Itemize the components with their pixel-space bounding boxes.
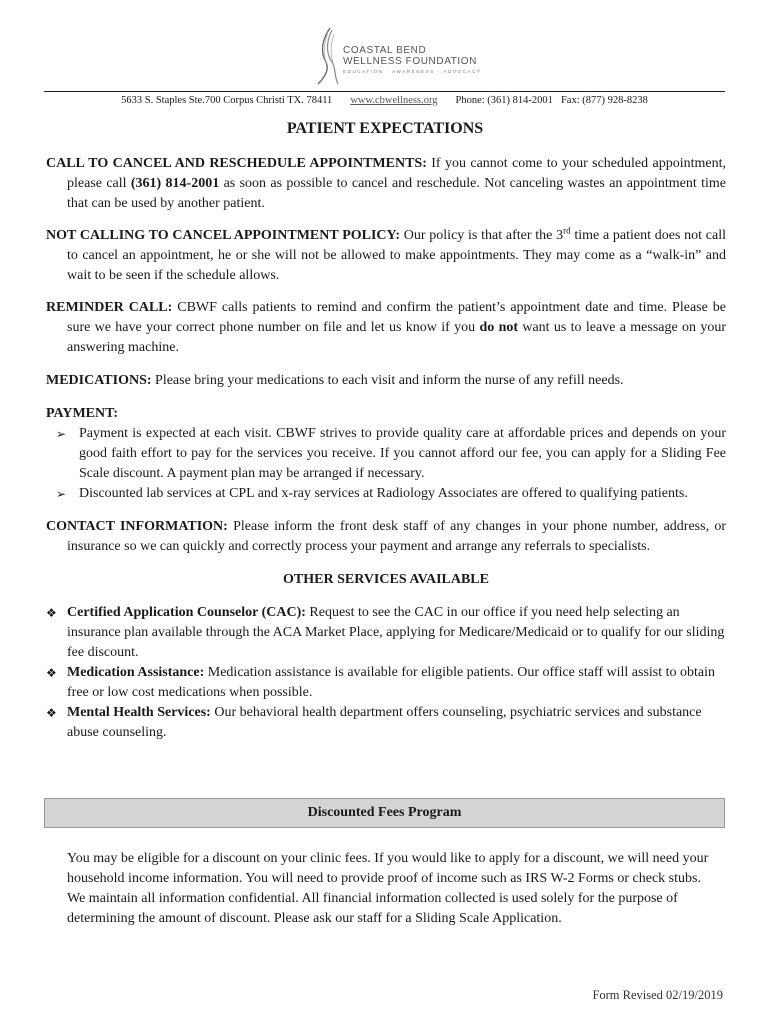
service-mental-health-text: Our behavioral health department offers counseling, psychiatric services and substance abuse counseling.	[67, 705, 702, 740]
cancel-heading: CALL TO CANCEL AND RESCHEDULE APPOINTMENTS:	[46, 156, 427, 171]
reminder-bold: do not	[479, 320, 519, 335]
medications-text: Please bring your medications to each visit and inform the nurse of any refill needs.	[151, 373, 624, 388]
diamond-bullet-icon: ❖	[46, 606, 57, 620]
contact-heading: CONTACT INFORMATION:	[46, 519, 228, 534]
reminder-section	[46, 298, 726, 358]
discount-text: You may be eligible for a discount on your clinic fees. If you would like to apply for a discount, we will need your household income information. You will need to provide proof of income such as IRS W-2 Forms or check stubs. We maintain all information confidential. All financial information collected is used solely for the purpose of determining the amount of discount. Please ask our staff for a Sliding Scale Application.	[67, 851, 709, 926]
diamond-bullet-icon: ❖	[46, 666, 57, 680]
address: 5633 S. Staples Ste.700 Corpus Christi TX. 78411	[121, 95, 333, 106]
contact-text: Please inform the front desk staff of any changes in your phone number, address, or insurance so we can quickly and correctly process your payment and arrange any referrals to specialists.	[67, 519, 727, 554]
service-medication-label: Medication Assistance:	[67, 665, 205, 680]
discount-heading-banner: Discounted Fees Program	[44, 798, 725, 828]
payment-bullet-2	[46, 484, 726, 504]
payment-bullet-1-text: Payment is expected at each visit. CBWF strives to provide quality care at affordable prices and depends on your good faith effort to pay for the services you receive. If you cannot afford our fee, you can apply for a Sliding Fee Scale discount. A payment plan may be arranged if necessary.	[79, 426, 726, 481]
reminder-text1: CBWF calls patients to remind and confirm the patient’s appointment date and time. Please be sure we have your correct phone number on file and let us know if you	[67, 300, 726, 335]
cancel-phone: (361) 814-2001	[130, 176, 220, 191]
ribbon-logo-icon	[312, 26, 342, 86]
payment-heading	[46, 404, 726, 424]
logo-tagline: EDUCATION · AWARENESS · ADVOCACY	[343, 69, 482, 74]
arrow-bullet-icon: ➢	[56, 427, 67, 441]
reminder-text2: want us to leave a message on your answering machine.	[67, 320, 727, 355]
no-call-section	[46, 226, 726, 286]
service-item-mental-health	[46, 703, 726, 743]
phone: Phone: (361) 814-2001	[455, 95, 553, 106]
website-link[interactable]: www.cbwellness.org	[350, 95, 438, 106]
no-call-text2: time a patient does not call to cancel an appointment, he or she will not be allowed to make appointments. They may come as a “walk-in” and wait to be seen if the schedule allows.	[67, 228, 727, 283]
contact-line	[44, 95, 725, 106]
no-call-heading: NOT CALLING TO CANCEL APPOINTMENT POLICY:	[46, 228, 401, 243]
service-mental-health-label: Mental Health Services:	[67, 705, 211, 720]
service-cac-text: Request to see the CAC in our office if you need help selecting an insurance plan available through the ACA Market Place, applying for Medicare/Medicaid or to qualify for our sliding fee discount.	[67, 605, 725, 660]
payment-bullet-1	[46, 424, 726, 484]
no-call-sup: rd	[563, 225, 571, 236]
document-body	[46, 154, 726, 743]
cancel-section	[46, 154, 726, 214]
header-divider	[44, 91, 725, 92]
page-title: PATIENT EXPECTATIONS	[286, 120, 484, 137]
reminder-heading: REMINDER CALL:	[46, 300, 173, 315]
form-revised-date: Form Revised 02/19/2019	[592, 988, 723, 1002]
medications-section	[46, 371, 726, 391]
cancel-text2: as soon as possible to cancel and reschedule. Not canceling wastes an appointment time that can be used by another patient.	[67, 176, 726, 211]
arrow-bullet-icon: ➢	[56, 487, 67, 501]
logo-text	[343, 45, 482, 74]
service-cac-label: Certified Application Counselor (CAC):	[67, 605, 306, 620]
foundation-logo	[312, 26, 482, 86]
payment-bullet-2-text: Discounted lab services at CPL and x-ray services at Radiology Associates are offered to qualifying patients.	[79, 486, 688, 501]
service-item-cac	[46, 603, 726, 663]
diamond-bullet-icon: ❖	[46, 706, 57, 720]
medications-heading: MEDICATIONS:	[46, 373, 152, 388]
cancel-text1: If you cannot come to your scheduled appointment, please call	[67, 156, 726, 191]
logo-line2: WELLNESS FOUNDATION	[343, 56, 478, 67]
fax: Fax: (877) 928-8238	[560, 95, 648, 106]
logo-line1: COASTAL BEND	[343, 45, 427, 56]
payment-heading-text: PAYMENT:	[46, 406, 119, 421]
service-item-medication	[46, 663, 726, 703]
no-call-text1: Our policy is that after the 3	[400, 228, 564, 243]
contact-section	[46, 517, 726, 557]
other-services-heading: OTHER SERVICES AVAILABLE	[283, 572, 489, 587]
service-medication-text: Medication assistance is available for eligible patients. Our office staff will assist to obtain free or low cost medications when possible.	[67, 665, 716, 700]
